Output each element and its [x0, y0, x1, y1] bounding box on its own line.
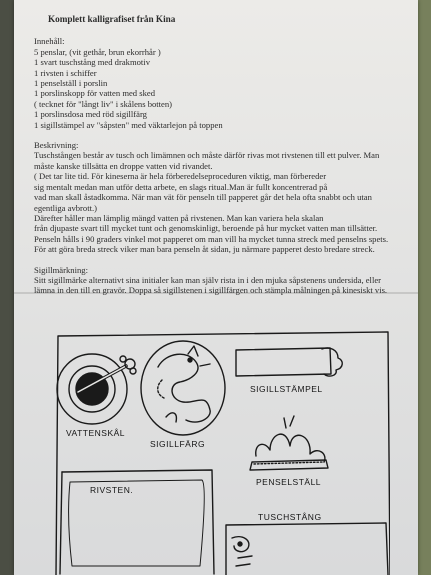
description-line: vad man skall åstadkomma. När man vät för penseln till papperet går det hela ofta snabbt och utan — [34, 192, 372, 203]
seal-stamp-drawing — [236, 348, 342, 376]
description-heading: Beskrivning: — [34, 140, 79, 151]
brush-stand-drawing — [250, 416, 328, 470]
label-ink-stick: TUSCHSTÅNG — [258, 512, 322, 522]
description-line: egentliga avbrott.) — [34, 202, 97, 213]
ink-stone-drawing — [60, 470, 214, 574]
document-text — [34, 14, 412, 296]
contents-line: 1 sigillstämpel av "såpsten" med väktarlejon på toppen — [34, 119, 223, 130]
description-line: från djupaste svart till mycket tunt och genomskinligt, beroende på hur mycket vatten man tillsätter. — [34, 223, 378, 234]
label-seal-paste: SIGILLFÄRG — [150, 439, 206, 449]
document-title: Komplett kalligrafiset från Kina — [48, 14, 176, 24]
label-brush-stand: PENSELSTÄLL — [256, 477, 322, 487]
seal-line: Sitt sigillmärke alternativt sina initialer kan man själv rista in i den mjuka såpstenens undersida, eller — [34, 274, 382, 285]
equipment-sketch — [38, 322, 390, 575]
contents-line: ( tecknet för "långt liv" i skålens botten) — [34, 98, 173, 109]
contents-heading: Innehåll: — [34, 36, 65, 47]
seal-paste-drawing — [141, 341, 225, 435]
label-seal-stamp: SIGILLSTÄMPEL — [250, 384, 323, 394]
description-line: För att göra breda streck viker man bara penseln åt sidan, ju närmare papperet desto bredare streck. — [34, 244, 375, 255]
label-ink-stone: RIVSTEN. — [90, 485, 134, 495]
description-line: Därefter håller man lämplig mängd vatten på rivstenen. Man kan variera hela skalan — [34, 212, 324, 223]
contents-line: 1 svart tuschstång med drakmotiv — [34, 57, 150, 68]
background-right — [417, 0, 431, 575]
description-line: sig mentalt medan man utför detta arbete, en slags ritual.Man är fullt koncentrerad på — [34, 181, 328, 192]
description-line: Penseln hålls i 90 graders vinkel mot papperet om man vill ha mycket tunna streck med penselns spets. — [34, 233, 389, 244]
contents-line: 1 rivsten i schiffer — [34, 67, 97, 78]
contents-line: 1 porslinsdosa med röd sigillfärg — [34, 109, 147, 120]
seal-line: lämna in den till en gravör. Doppa så sigillstenen i sigillfärgen och stämpla målningen på kinesiskt vis. — [34, 285, 388, 296]
label-water-bowl: VATTENSKÅL — [66, 428, 126, 438]
contents-line: 5 penslar, (vit gethår, brun ekorrhår ) — [34, 46, 161, 57]
seal-heading: Sigillmärkning: — [34, 264, 88, 275]
ink-stick-drawing — [226, 523, 388, 575]
contents-line: 1 penselställ i porslin — [34, 78, 108, 89]
water-bowl-drawing — [57, 354, 136, 424]
description-line: ( Det tar lite tid. För kineserna är hela förberedelseproceduren viktig, man förbereder — [34, 171, 327, 182]
description-line: måste kanske tillsätta en droppe vatten vid rivandet. — [34, 160, 213, 171]
description-line: Tuschstången består av tusch och limämnen och måste därför rivas mot rivstenen till ett pulver. Man — [34, 150, 380, 161]
contents-line: 1 porslinskopp för vatten med sked — [34, 88, 156, 99]
